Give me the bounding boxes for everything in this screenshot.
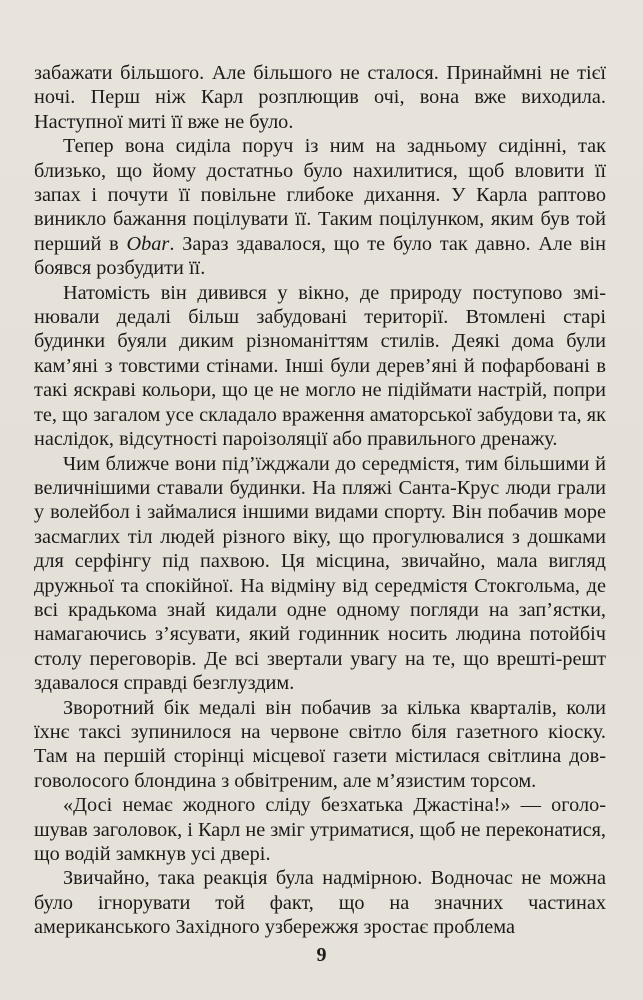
paragraph-1: забажати більшого. Але більшого не сталося. Принаймні не тієї ночі. Перш ніж Карл розплющив очі, вона вже виходила. Наступної миті її вже не було. <box>34 62 606 133</box>
paragraph-7: Звичайно, така реакція була надмірною. Водночас не можна було ігнорувати той факт, що на значних частинах американського Західного узбережжя зростає проблема <box>34 867 606 939</box>
paragraph-4: Чим ближче вони під’їжджали до середмістя, тим більшими й величнішими ставали будинки. На пляжі Санта-Крус люди грали у волейбол і займалися іншими видами спорту. Він побачив море засмаглих тіл людей різного віку, що прогулювалися з дошками для серфінгу під пахвою. Ця місцина, звичайно, мала вигляд дружньої та спокійної. На відміну від середмістя Стокгольма, де всі крадькома знай кидали одне одному погляди на зап’ястки, намагаючись з’ясувати, який годинник носить людина потойбіч столу переговорів. Де всі звертали увагу на те, що врешті-решт здавалося справді безглуздим. <box>34 452 606 695</box>
page-number: 9 <box>316 944 327 966</box>
paragraph-3: Натомість він дивився у вікно, де природу поступово змінювали дедалі більш забудовані території. Втомлені старі будинки буяли диким різноманіттям стилів. Деякі дома були кам’яні з товстими стінами. Інші були дерев’яні й пофарбовані в такі яскраві кольори, що це не могло не підіймати настрій, попри те, що загалом усе складало враження аматорської забудови та, як наслідок, відсутності пароізоляції або правильного дренажу. <box>34 281 606 451</box>
paragraph-5: Зворотний бік медалі він побачив за кілька кварталів, коли їхнє таксі зупинилося на червоне світло біля газетного кіоску. Там на першій сторінці місцевої газети містилася світлина довговолосого блондина з обвітреним, але м’язистим торсом. <box>34 696 606 792</box>
paragraph-2-text-before: Тепер вона сиділа поруч із ним на задньому сидінні, так близько, що йому достатньо було нахилитися, щоб вловити її запах і почути її повільне глибоке дихання. У Карла раптово виникло бажання поцілувати її. Таким поцілунком, яким був той перший в <box>34 135 606 255</box>
paragraph-2-italic-word: Obar <box>126 232 170 255</box>
paragraph-2-text-after: . Зараз здавалося, що те було так давно. Але він боявся розбудити її. <box>34 232 606 280</box>
paragraph-6: «Досі немає жодного сліду безхатька Джастіна!» — оголошував заголовок, і Карл не зміг утриматися, щоб не переконатися, що водій замкнув усі двері. <box>34 794 606 865</box>
body-text <box>34 61 606 940</box>
paragraph-2 <box>34 134 606 280</box>
